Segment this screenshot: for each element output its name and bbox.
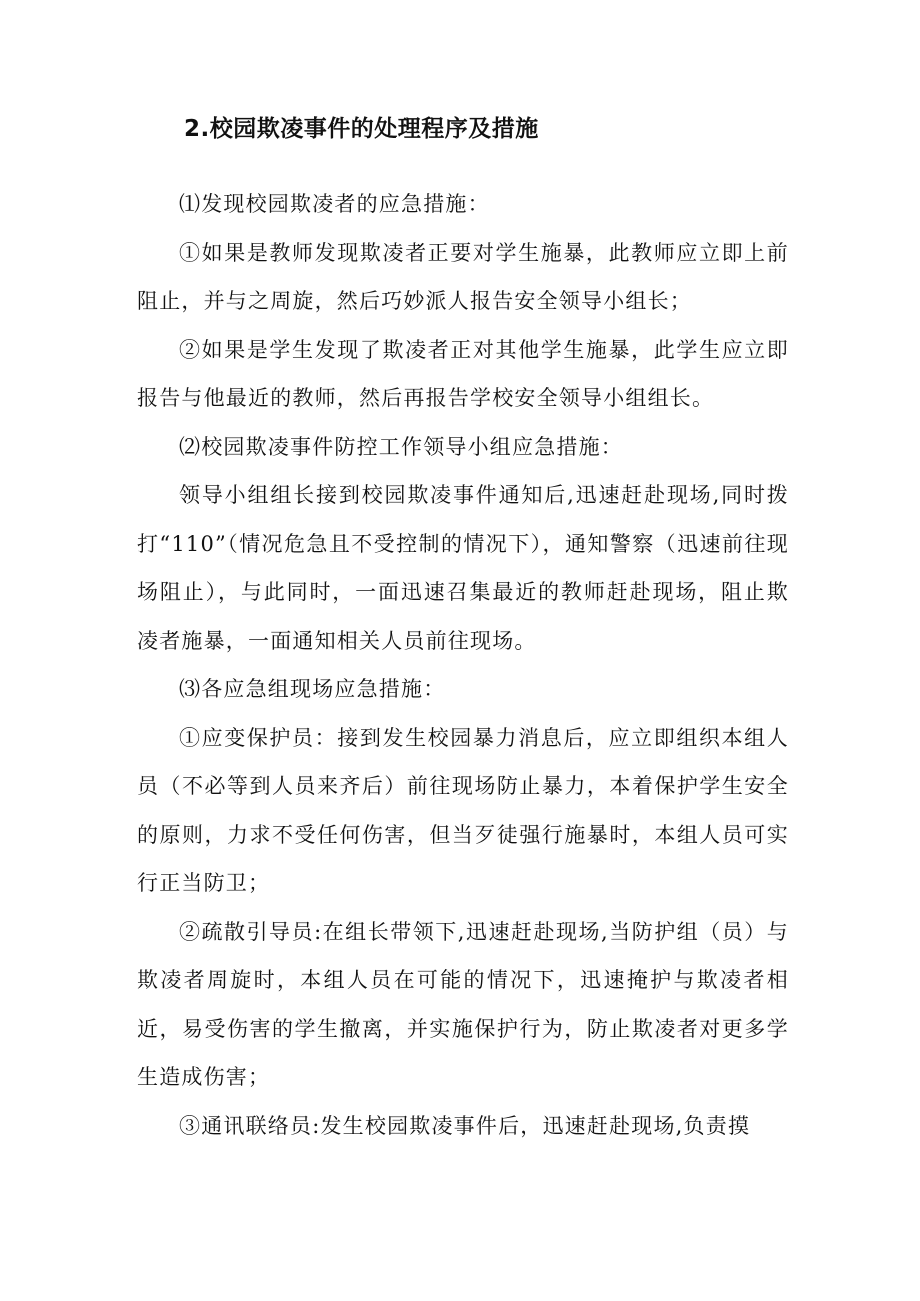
paragraph-5: 领导小组组长接到校园欺凌事件通知后,迅速赶赴现场,同时拨打“110”（情况危急且不受控制的情况下），通知警察（迅速前往现场阻止），与此同时，一面迅速召集最近的教师赶赴现场，阻止欺凌者施暴，一面通知相关人员前往现场。: [137, 483, 789, 653]
section-title: 2.校园欺凌事件的处理程序及措施: [184, 116, 539, 142]
paragraph-2: ①如果是教师发现欺凌者正要对学生施暴，此教师应立即上前阻止，并与之周旋，然后巧妙派人报告安全领导小组长；: [137, 240, 789, 313]
paragraph-6: ⑶各应急组现场应急措施：: [179, 677, 446, 701]
paragraph-7: ①应变保护员：接到发生校园暴力消息后，应立即组织本组人员（不必等到人员来齐后）前往现场防止暴力，本着保护学生安全的原则，力求不受任何伤害，但当歹徒强行施暴时，本组人员可实行正当防卫；: [137, 725, 789, 895]
paragraph-4: ⑵校园欺凌事件防控工作领导小组应急措施：: [179, 434, 623, 459]
paragraph-1: ⑴发现校园欺凌者的应急措施：: [179, 192, 490, 216]
paragraph-8: ②疏散引导员:在组长带领下,迅速赶赴现场,当防护组（员）与欺凌者周旋时，本组人员在可能的情况下，迅速掩护与欺凌者相近，易受伤害的学生撤离，并实施保护行为，防止欺凌者对更多学生造成伤害；: [137, 919, 789, 1089]
paragraph-3: ②如果是学生发现了欺凌者正对其他学生施暴，此学生应立即报告与他最近的教师，然后再报告学校安全领导小组组长。: [137, 337, 789, 410]
paragraph-9: ③通讯联络员:发生校园欺凌事件后，迅速赶赴现场,负责摸: [179, 1113, 751, 1138]
body-text: [137, 180, 789, 1150]
